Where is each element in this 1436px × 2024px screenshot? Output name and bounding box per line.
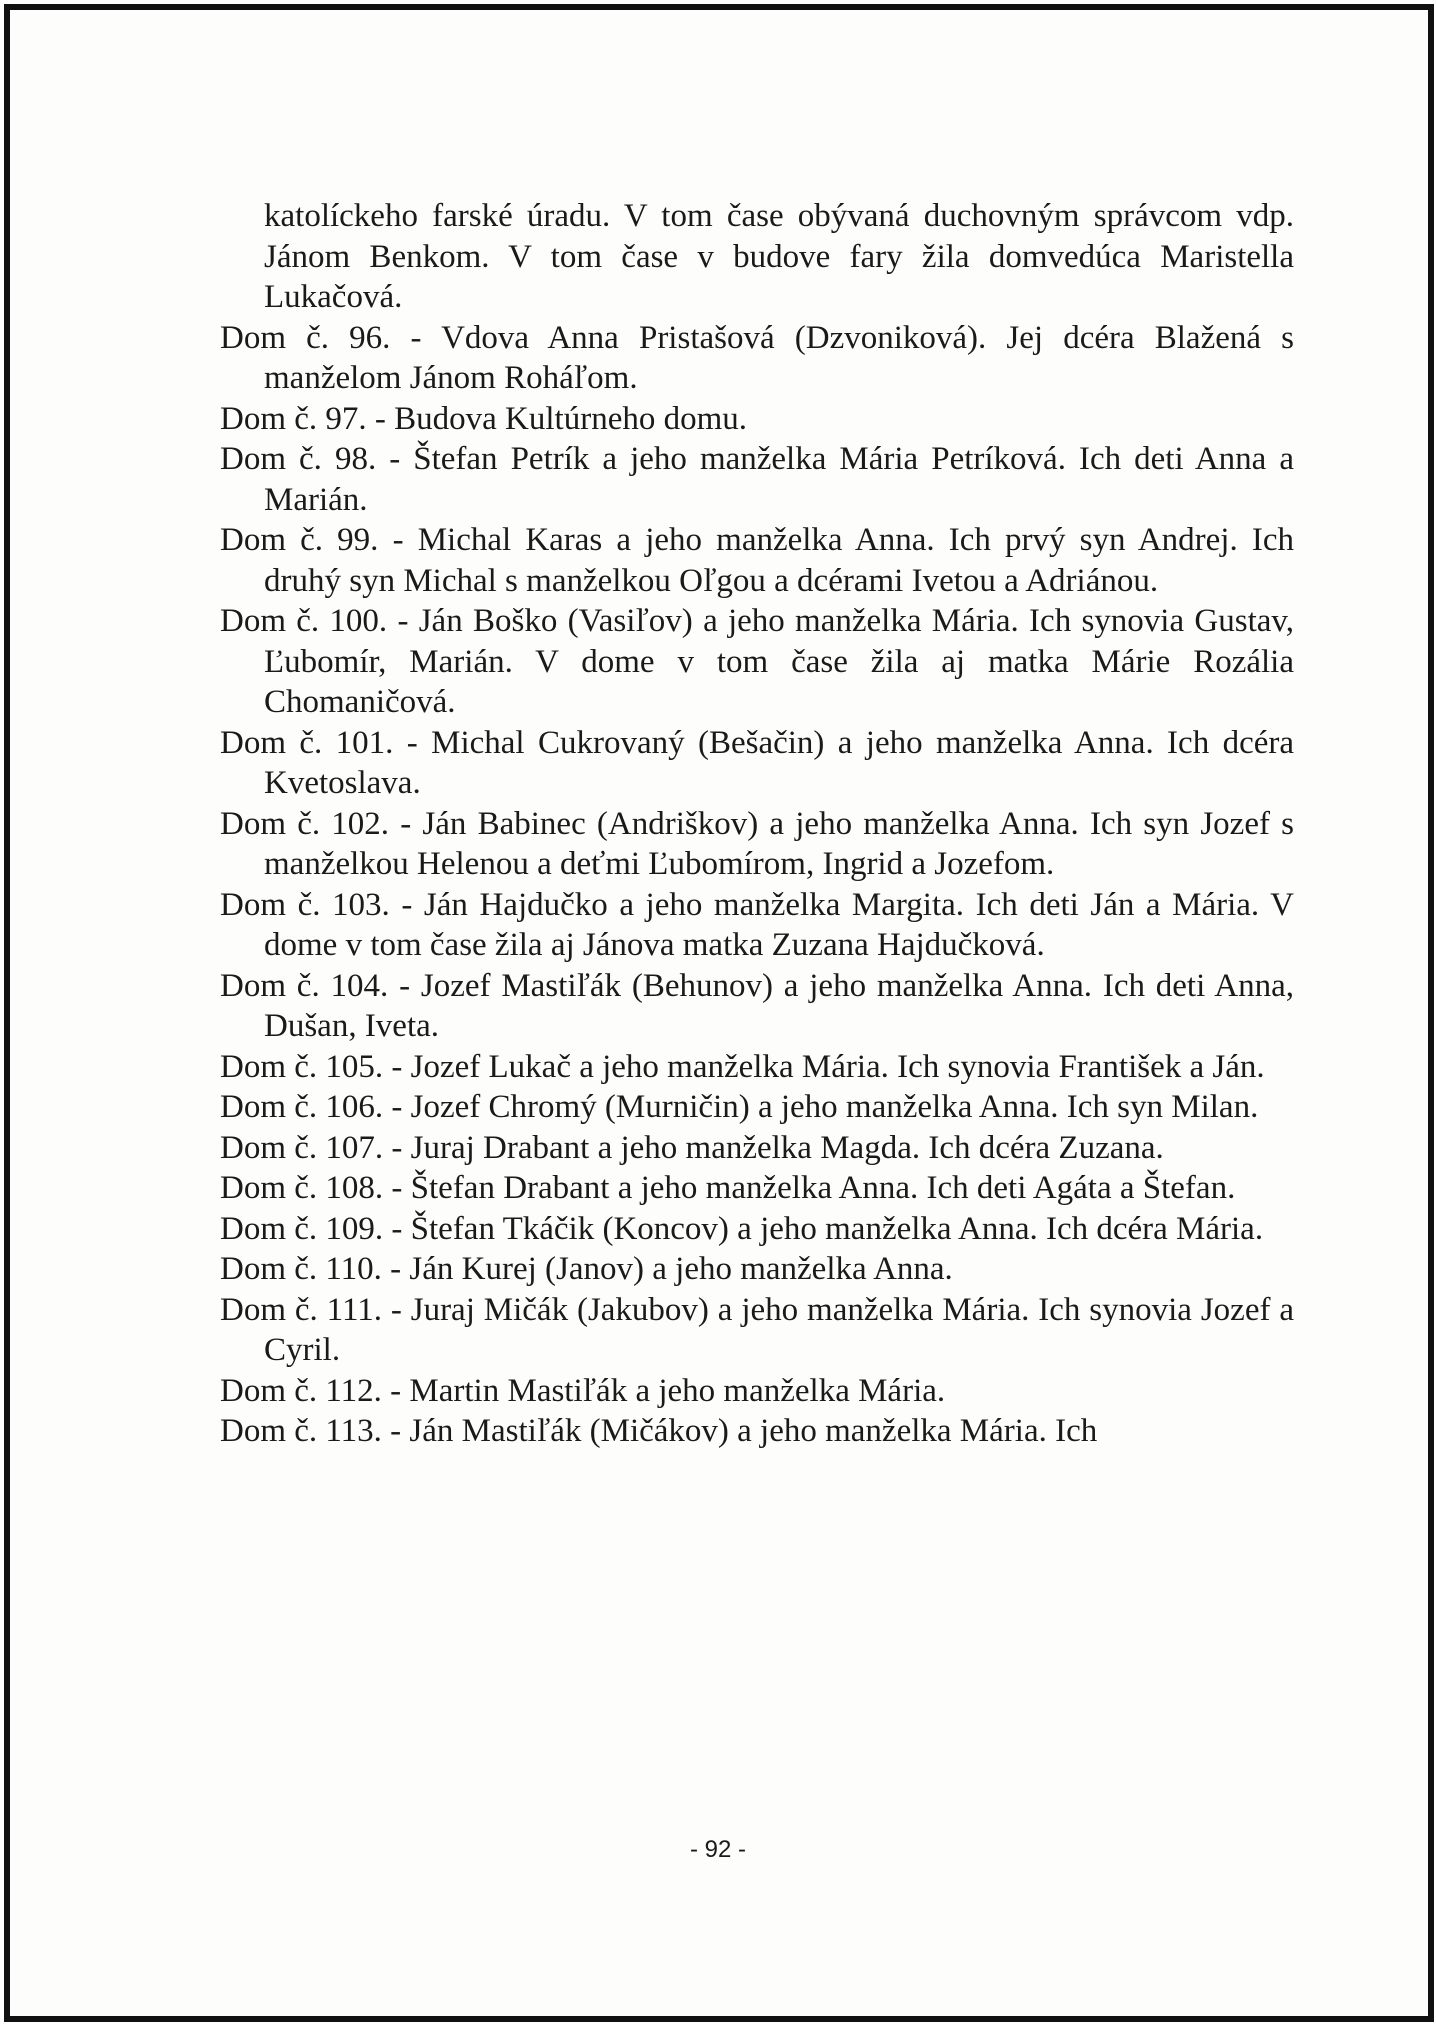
house-entry-98: Dom č. 98. - Štefan Petrík a jeho manželka Mária Petríková. Ich deti Anna a Marián.	[220, 441, 1294, 518]
house-entry-110: Dom č. 110. - Ján Kurej (Janov) a jeho manželka Anna.	[220, 1251, 953, 1287]
house-entry-99: Dom č. 99. - Michal Karas a jeho manželka Anna. Ich prvý syn Andrej. Ich druhý syn Michal s manželkou Oľgou a dcérami Ivetou a Adriánou.	[220, 522, 1294, 599]
house-entry-108: Dom č. 108. - Štefan Drabant a jeho manželka Anna. Ich deti Agáta a Štefan.	[220, 1170, 1236, 1206]
house-entry-97: Dom č. 97. - Budova Kultúrneho domu.	[220, 400, 748, 437]
house-entry-101: Dom č. 101. - Michal Cukrovaný (Bešačin) a jeho manželka Anna. Ich dcéra Kvetoslava.	[220, 724, 1294, 801]
house-entry-102: Dom č. 102. - Ján Babinec (Andriškov) a jeho manželka Anna. Ich syn Jozef s manželkou Helenou a deťmi Ľubomírom, Ingrid a Jozefom.	[220, 805, 1294, 882]
house-entry-109: Dom č. 109. - Štefan Tkáčik (Koncov) a jeho manželka Anna. Ich dcéra Mária.	[220, 1210, 1264, 1247]
house-entry-96: Dom č. 96. - Vdova Anna Pristašová (Dzvoniková). Jej dcéra Blažená s manželom Jánom Roháľom.	[220, 319, 1294, 396]
house-entry-112: Dom č. 112. - Martin Mastiľák a jeho manželka Mária.	[220, 1372, 946, 1409]
house-entry-111: Dom č. 111. - Juraj Mičák (Jakubov) a jeho manželka Mária. Ich synovia Jozef a Cyril.	[220, 1291, 1294, 1368]
house-entry-100: Dom č. 100. - Ján Boško (Vasiľov) a jeho manželka Mária. Ich synovia Gustav, Ľubomír, Marián. V dome v tom čase žila aj matka Márie Rozália Chomaničová.	[220, 603, 1294, 720]
page-body	[220, 196, 1294, 1452]
house-entry-104: Dom č. 104. - Jozef Mastiľák (Behunov) a jeho manželka Anna. Ich deti Anna, Dušan, Iveta.	[220, 967, 1294, 1044]
house-entry-113: Dom č. 113. - Ján Mastiľák (Mičákov) a jeho manželka Mária. Ich	[220, 1413, 1098, 1449]
house-entry-106: Dom č. 106. - Jozef Chromý (Murničin) a jeho manželka Anna. Ich syn Milan.	[220, 1089, 1259, 1125]
house-entry-103: Dom č. 103. - Ján Hajdučko a jeho manželka Margita. Ich deti Ján a Mária. V dome v tom čase žila aj Jánova matka Zuzana Hajdučková.	[220, 886, 1294, 963]
house-entry-105: Dom č. 105. - Jozef Lukač a jeho manželka Mária. Ich synovia František a Ján.	[220, 1048, 1265, 1085]
page-number: - 92 -	[689, 1836, 746, 1863]
continuation-paragraph: katolíckeho farské úradu. V tom čase obývaná duchovným správcom vdp. Jánom Benkom. V tom čase v budove fary žila domvedúca Maristella Lukačová.	[264, 198, 1294, 315]
house-entry-107: Dom č. 107. - Juraj Drabant a jeho manželka Magda. Ich dcéra Zuzana.	[220, 1129, 1164, 1166]
